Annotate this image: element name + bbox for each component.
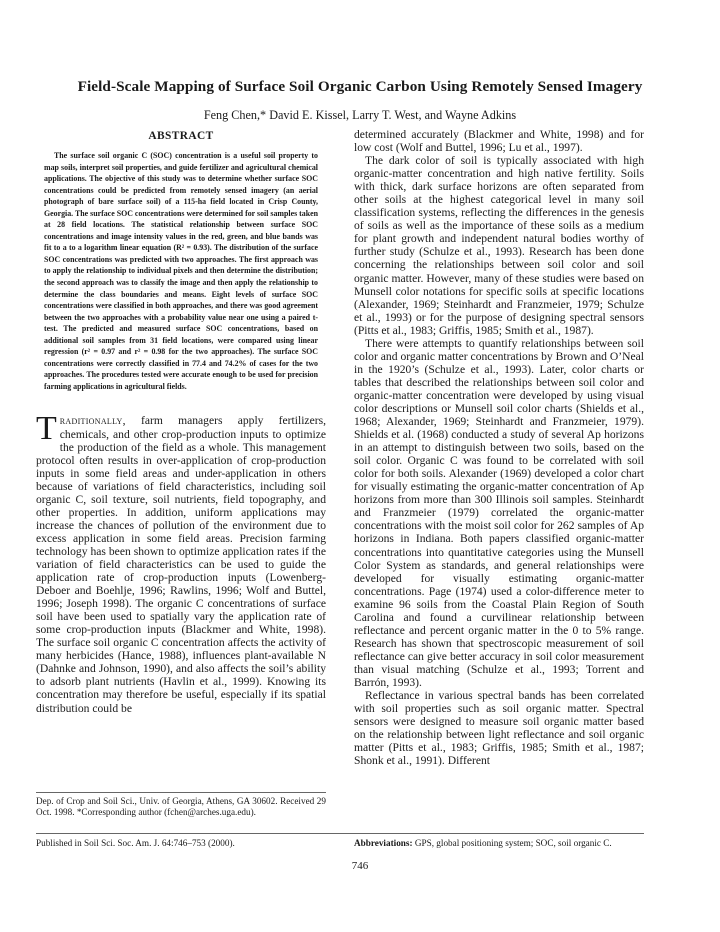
- abbreviations-note: [354, 838, 644, 848]
- page-number: 746: [351, 860, 369, 872]
- paragraph-reflectance: Reflectance in various spectral bands has been correlated with soil properties such as soil organic matter. Spectral sensors were designed to measure soil organic matter based on the relationship between light reflectance and soil organic matter (Pitts et al., 1983; Griffis, 1985; Smith et al., 1987; Shonk et al., 1991). Different: [354, 689, 644, 768]
- footnote-rule: [36, 792, 326, 793]
- abstract-heading: ABSTRACT: [148, 130, 214, 142]
- intro-text: farm managers apply fertilizers, chemicals, and other crop-production inputs to optimize the production of the field as a whole. This management protocol often results in over-application of crop-production inputs in some field areas and under-application in others because of variations of field characteristics, including soil organic C, soil texture, soil nutrients, field topography, and other properties. In addition, uniform applications may increase the chances of pollution of the environment due to excess application in some field areas. Precision farming technology has been shown to optimize application rates if the variation of field characteristics can be used to guide the application rate of crop-production inputs (Lowenberg-Deboer and Boehlje, 1996; Rawlins, 1996; Wolf and Buttel, 1996; Joseph 1998). The organic C concentrations of surface soil have been used to spatially vary the application rate of some crop-production inputs (Blackmer and White, 1998). The surface soil organic C concentration affects the activity of many herbicides (Hance, 1988), influences plant-available N (Dahnke and Johnson, 1990), and also affects the soil’s ability to adsorb plant nutrients (Havlin et al., 1999). Knowing its concentration may therefore be useful, especially if its spatial distribution could be: [36, 414, 326, 715]
- intro-lead-word: raditionally,: [59, 414, 126, 428]
- right-column: [354, 128, 644, 767]
- paragraph-continued: determined accurately (Blackmer and White, 1998) and for low cost (Wolf and Buttel, 1996; Lu et al., 1997).: [354, 128, 644, 155]
- drop-cap: T: [36, 410, 57, 448]
- paper-title: Field-Scale Mapping of Surface Soil Organic Carbon Using Remotely Sensed Imagery: [77, 78, 643, 95]
- footer-rule: [36, 833, 644, 834]
- abstract-text: The surface soil organic C (SOC) concentration is a useful soil property to map soils, interpret soil properties, and guide fertilizer and agricultural chemical applications. The objective of this study was to determine whether surface SOC concentrations could be predicted from remotely sensed imagery (an aerial photograph of bare surface soil) of a 115-ha field located in Crisp County, Georgia. The surface SOC concentrations were determined for soil samples taken at 28 field locations. The statistical relationship between surface SOC concentrations and image intensity values in the red, green, and blue bands was fit to a to a logarithm linear equation (R² = 0.93). The distribution of the surface SOC concentrations was predicted with two approaches. The first approach was to apply the relationship to individual pixels and then determine the distribution; the second approach was to classify the image and then apply the relationship to determine the class boundaries and means. Eight levels of surface SOC concentrations were classified in both approaches, and there was good agreement between the two approaches with a probability value near one using a paired t-test. The predicted and measured surface SOC concentrations, based on additional soil samples from 31 field locations, were compared using linear regression (r² = 0.97 and r² = 0.98 for the two approaches). The surface SOC concentrations were correctly classified in 77.4 and 74.2% of cases for the two approaches. The procedures tested were accurate enough to be used for precision farming applications in agricultural fields.: [44, 151, 318, 391]
- left-column: [36, 128, 326, 715]
- paragraph-soil-color: The dark color of soil is typically associated with high organic-matter concentration and high native fertility. Soils with thick, dark surface horizons are often separated from other soils at the highest categorical level in many soil classification systems, reflecting the differences in the genesis of soils as well as the importance of these soils as a medium for plant growth and independent natural bodies worthy of further study (Schulze et al., 1993). Research has been done concerning the relationships between soil color and soil organic matter. However, many of these studies were based on Munsell color notations for specific soils at specific locations (Alexander, 1969; Steinhardt and Franzmeier, 1979; Schulze et al., 1993) or for the purpose of designing spectral sensors (Pitts et al., 1983; Griffis, 1985; Smith et al., 1987).: [354, 154, 644, 337]
- footnote-affiliation: Dep. of Crop and Soil Sci., Univ. of Georgia, Athens, GA 30602. Received 29 Oct. 1998. *Corresponding author (fchen@arches.uga.edu).: [36, 796, 326, 817]
- abbreviations-text: GPS, global positioning system; SOC, soil organic C.: [412, 838, 612, 848]
- introduction-paragraph: [36, 410, 326, 715]
- publication-citation: Published in Soil Sci. Soc. Am. J. 64:746–753 (2000).: [36, 838, 235, 848]
- author-list: Feng Chen,* David E. Kissel, Larry T. West, and Wayne Adkins: [203, 108, 517, 122]
- abbreviations-label: Abbreviations:: [354, 838, 413, 848]
- paragraph-quantify: There were attempts to quantify relationships between soil color and organic matter concentrations by Brown and O’Neal in the 1920’s (Schulze et al., 1993). Later, color charts or tables that described the relationships between soil color and organic-matter concentration were developed by using visual color descriptions or Munsell soil color charts (Shields et al., 1968; Alexander, 1969; Steinhardt and Franzmeier, 1979). Shields et al. (1968) conducted a study of several Ap horizons in an attempt to distinguish between two soils, based on the soil color. Organic C was found to be correlated with soil color for both soils. Alexander (1969) developed a color chart for visually estimating the organic-matter concentration of Ap horizons from more than 300 Illinois soil samples. Steinhardt and Franzmeier (1979) correlated the organic-matter concentrations with the moist soil color for 262 samples of Ap horizons in Indiana. Both papers classified organic-matter concentrations into quantitative categories using the Munsell Color System as standards, and general relationships were developed for visually estimating organic-matter concentrations. Page (1974) used a color-difference meter to examine 96 soils from the Coastal Plain Region of South Carolina and found a curvilinear relationship between reflectance and percent organic matter in the 0 to 5% range. Research has shown that spectroscopic measurement of soil reflectance can give better accuracy in soil color measurement than visual matching (Schulze et al., 1993; Torrent and Barrón, 1993).: [354, 336, 644, 689]
